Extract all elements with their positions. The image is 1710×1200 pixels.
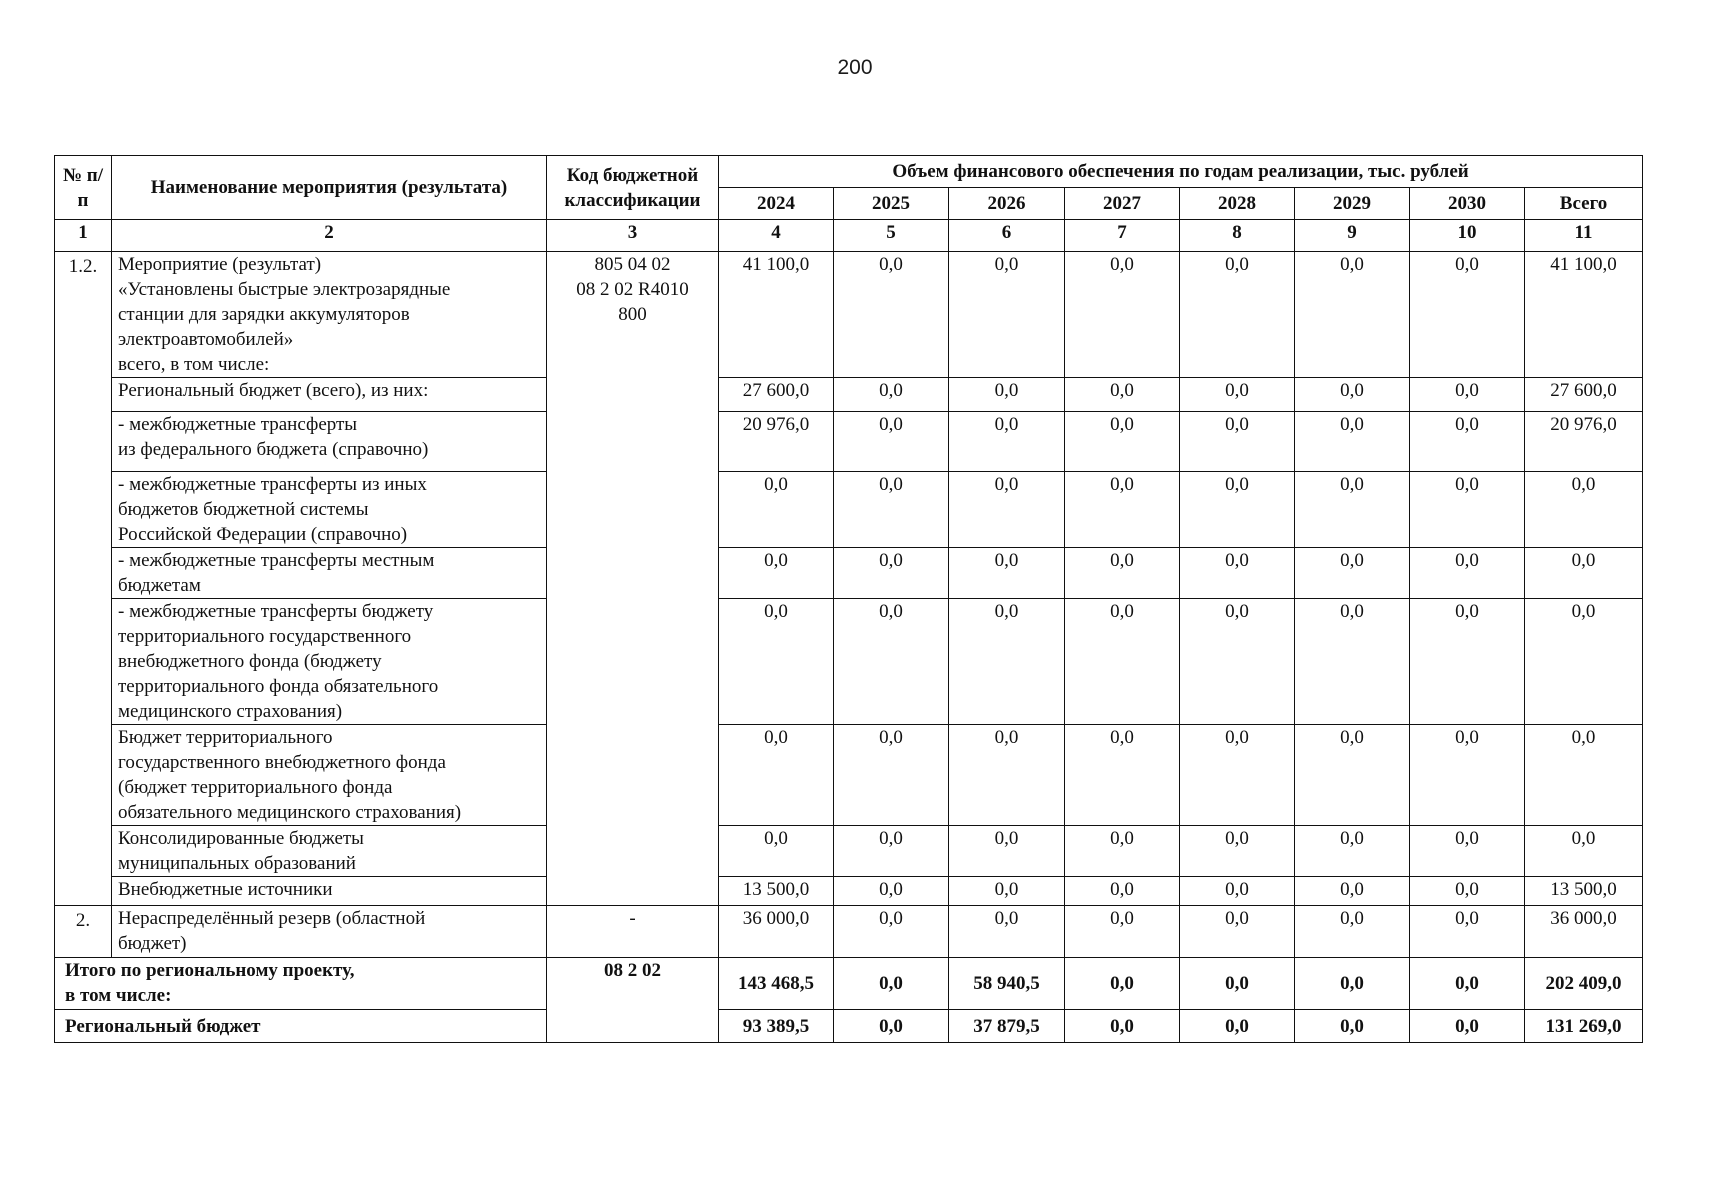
year-value: 0,0	[1410, 877, 1525, 906]
year-value: 0,0	[949, 472, 1065, 548]
header-year: 2030	[1410, 188, 1525, 220]
table-row	[55, 472, 1643, 548]
year-value: 0,0	[1410, 725, 1525, 826]
year-value: 0,0	[1410, 412, 1525, 472]
text-line: - межбюджетные трансферты	[118, 414, 358, 435]
year-value: 0,0	[1065, 378, 1180, 412]
total-value: 0,0	[1525, 725, 1643, 826]
header-year: 2029	[1295, 188, 1410, 220]
year-value: 0,0	[834, 412, 949, 472]
year-value: 0,0	[1065, 906, 1180, 958]
year-value: 0,0	[1180, 958, 1295, 1010]
total-value: 27 600,0	[1525, 378, 1643, 412]
text-line: Мероприятие (результат)	[118, 254, 322, 275]
year-value: 0,0	[949, 599, 1065, 725]
text-line: - межбюджетные трансферты местным	[118, 550, 435, 571]
text-line: государственного внебюджетного фонда	[118, 752, 446, 773]
page-number: 200	[837, 56, 873, 79]
year-value: 0,0	[834, 548, 949, 599]
table-row	[55, 378, 1643, 412]
year-value: 0,0	[949, 877, 1065, 906]
budget-code: -	[547, 906, 719, 958]
text-line: Бюджет территориального	[118, 727, 333, 748]
table-row	[55, 599, 1643, 725]
year-value: 0,0	[1410, 906, 1525, 958]
year-value: 0,0	[719, 472, 834, 548]
column-index: 3	[547, 220, 719, 252]
text-line: из федерального бюджета (справочно)	[118, 439, 429, 460]
year-value: 0,0	[1180, 877, 1295, 906]
total-code: 08 2 02	[547, 958, 719, 1043]
year-value: 0,0	[1065, 472, 1180, 548]
year-value: 0,0	[949, 412, 1065, 472]
total-value: 0,0	[1525, 472, 1643, 548]
row-name	[112, 472, 547, 548]
year-value: 0,0	[1410, 1010, 1525, 1043]
header-code: Код бюджетной классификации	[547, 156, 719, 220]
table-row	[55, 412, 1643, 472]
year-value: 0,0	[719, 826, 834, 877]
year-value: 0,0	[1180, 472, 1295, 548]
total-value: 20 976,0	[1525, 412, 1643, 472]
row-name	[112, 877, 547, 906]
text-line: территориального государственного	[118, 626, 412, 647]
year-value: 0,0	[1180, 378, 1295, 412]
text-line: бюджетам	[118, 575, 201, 596]
year-value: 0,0	[834, 826, 949, 877]
text-line: «Установлены быстрые электрозарядные	[118, 279, 451, 300]
year-value: 0,0	[834, 252, 949, 378]
year-value: 0,0	[834, 958, 949, 1010]
total-value: 13 500,0	[1525, 877, 1643, 906]
column-index: 10	[1410, 220, 1525, 252]
year-value: 0,0	[949, 906, 1065, 958]
table-row	[55, 725, 1643, 826]
text-line: (бюджет территориального фонда	[118, 777, 393, 798]
year-value: 0,0	[1410, 252, 1525, 378]
year-value: 0,0	[834, 877, 949, 906]
row-name	[112, 548, 547, 599]
total-value: 131 269,0	[1525, 1010, 1643, 1043]
year-value: 58 940,5	[949, 958, 1065, 1010]
regional-total-row	[55, 1010, 1643, 1043]
column-index: 1	[55, 220, 112, 252]
year-value: 27 600,0	[719, 378, 834, 412]
row-name	[112, 906, 547, 958]
table-body	[55, 252, 1643, 1043]
total-value: 0,0	[1525, 826, 1643, 877]
regional-total-label: Региональный бюджет	[55, 1010, 547, 1043]
year-value: 0,0	[1295, 826, 1410, 877]
year-value: 0,0	[1065, 599, 1180, 725]
year-value: 0,0	[834, 906, 949, 958]
header-no: № п/п	[55, 156, 112, 220]
year-value: 0,0	[1295, 1010, 1410, 1043]
row-name	[112, 725, 547, 826]
total-label	[55, 958, 547, 1010]
table-row	[55, 877, 1643, 906]
year-value: 0,0	[1065, 826, 1180, 877]
year-value: 0,0	[1180, 548, 1295, 599]
year-value: 0,0	[1295, 877, 1410, 906]
year-value: 0,0	[1065, 877, 1180, 906]
year-value: 0,0	[1410, 548, 1525, 599]
text-line: территориального фонда обязательного	[118, 676, 439, 697]
year-value: 0,0	[1180, 252, 1295, 378]
year-value: 93 389,5	[719, 1010, 834, 1043]
year-value: 41 100,0	[719, 252, 834, 378]
year-value: 13 500,0	[719, 877, 834, 906]
row-name	[112, 252, 547, 378]
header-year: 2027	[1065, 188, 1180, 220]
year-value: 143 468,5	[719, 958, 834, 1010]
row-name	[112, 378, 547, 412]
year-value: 0,0	[1180, 1010, 1295, 1043]
text-line: Российской Федерации (справочно)	[118, 524, 408, 545]
year-value: 0,0	[1295, 725, 1410, 826]
text-line: 800	[618, 304, 647, 325]
table-row	[55, 252, 1643, 378]
header-year: 2026	[949, 188, 1065, 220]
text-line: 805 04 02	[594, 254, 671, 275]
column-index: 8	[1180, 220, 1295, 252]
year-value: 0,0	[834, 1010, 949, 1043]
year-value: 0,0	[1180, 906, 1295, 958]
column-index: 5	[834, 220, 949, 252]
year-value: 0,0	[1295, 599, 1410, 725]
row-name	[112, 412, 547, 472]
year-value: 0,0	[1065, 725, 1180, 826]
year-value: 0,0	[1295, 252, 1410, 378]
year-value: 0,0	[949, 378, 1065, 412]
header-row-1	[55, 156, 1643, 188]
year-value: 0,0	[1295, 378, 1410, 412]
text-line: Региональный бюджет (всего), из них:	[118, 380, 429, 401]
year-value: 0,0	[834, 378, 949, 412]
total-row	[55, 958, 1643, 1010]
year-value: 0,0	[949, 725, 1065, 826]
column-index: 6	[949, 220, 1065, 252]
text-line: медицинского страхования)	[118, 701, 343, 722]
year-value: 0,0	[1065, 412, 1180, 472]
year-value: 0,0	[949, 252, 1065, 378]
total-value: 202 409,0	[1525, 958, 1643, 1010]
text-line: Нераспределённый резерв (областной	[118, 908, 426, 929]
year-value: 0,0	[834, 599, 949, 725]
total-value: 41 100,0	[1525, 252, 1643, 378]
year-value: 0,0	[1295, 412, 1410, 472]
row-name	[112, 826, 547, 877]
row-name	[112, 599, 547, 725]
column-index: 9	[1295, 220, 1410, 252]
year-value: 0,0	[834, 472, 949, 548]
year-value: 0,0	[949, 826, 1065, 877]
header-year: 2024	[719, 188, 834, 220]
funding-table	[54, 155, 1643, 1043]
total-value: 0,0	[1525, 548, 1643, 599]
year-value: 37 879,5	[949, 1010, 1065, 1043]
year-value: 0,0	[719, 599, 834, 725]
text-line: - межбюджетные трансферты из иных	[118, 474, 427, 495]
text-line: 08 2 02 R4010	[576, 279, 689, 300]
year-value: 0,0	[1180, 412, 1295, 472]
column-index-row	[55, 220, 1643, 252]
year-value: 0,0	[949, 548, 1065, 599]
year-value: 20 976,0	[719, 412, 834, 472]
row-number: 2.	[55, 906, 112, 958]
column-index: 7	[1065, 220, 1180, 252]
table-row	[55, 906, 1643, 958]
year-value: 36 000,0	[719, 906, 834, 958]
table-row	[55, 826, 1643, 877]
year-value: 0,0	[719, 725, 834, 826]
text-line: электроавтомобилей»	[118, 329, 294, 350]
year-value: 0,0	[1180, 725, 1295, 826]
text-line: станции для зарядки аккумуляторов	[118, 304, 410, 325]
year-value: 0,0	[1295, 472, 1410, 548]
total-value: 0,0	[1525, 599, 1643, 725]
year-value: 0,0	[1295, 548, 1410, 599]
year-value: 0,0	[1295, 958, 1410, 1010]
year-value: 0,0	[1410, 826, 1525, 877]
text-line: внебюджетного фонда (бюджету	[118, 651, 382, 672]
text-line: Консолидированные бюджеты	[118, 828, 364, 849]
header-name: Наименование мероприятия (результата)	[112, 156, 547, 220]
text-line: в том числе:	[65, 985, 172, 1006]
header-year: 2025	[834, 188, 949, 220]
year-value: 0,0	[1410, 958, 1525, 1010]
year-value: 0,0	[1065, 548, 1180, 599]
budget-code	[547, 252, 719, 906]
text-line: бюджетов бюджетной системы	[118, 499, 369, 520]
table-row	[55, 548, 1643, 599]
year-value: 0,0	[1295, 906, 1410, 958]
year-value: 0,0	[1410, 378, 1525, 412]
text-line: Внебюджетные источники	[118, 879, 333, 900]
text-line: Итого по региональному проекту,	[65, 960, 355, 981]
header-funding: Объем финансового обеспечения по годам реализации, тыс. рублей	[719, 156, 1643, 188]
header-total: Всего	[1525, 188, 1643, 220]
text-line: бюджет)	[118, 933, 187, 954]
column-index: 4	[719, 220, 834, 252]
year-value: 0,0	[1180, 599, 1295, 725]
column-index: 2	[112, 220, 547, 252]
year-value: 0,0	[1065, 1010, 1180, 1043]
year-value: 0,0	[1410, 472, 1525, 548]
text-line: муниципальных образований	[118, 853, 356, 874]
row-number: 1.2.	[55, 252, 112, 906]
year-value: 0,0	[1410, 599, 1525, 725]
year-value: 0,0	[1065, 958, 1180, 1010]
year-value: 0,0	[834, 725, 949, 826]
total-value: 36 000,0	[1525, 906, 1643, 958]
column-index: 11	[1525, 220, 1643, 252]
text-line: всего, в том числе:	[118, 354, 270, 375]
text-line: обязательного медицинского страхования)	[118, 802, 462, 823]
year-value: 0,0	[1065, 252, 1180, 378]
year-value: 0,0	[1180, 826, 1295, 877]
header-year: 2028	[1180, 188, 1295, 220]
text-line: - межбюджетные трансферты бюджету	[118, 601, 434, 622]
year-value: 0,0	[719, 548, 834, 599]
